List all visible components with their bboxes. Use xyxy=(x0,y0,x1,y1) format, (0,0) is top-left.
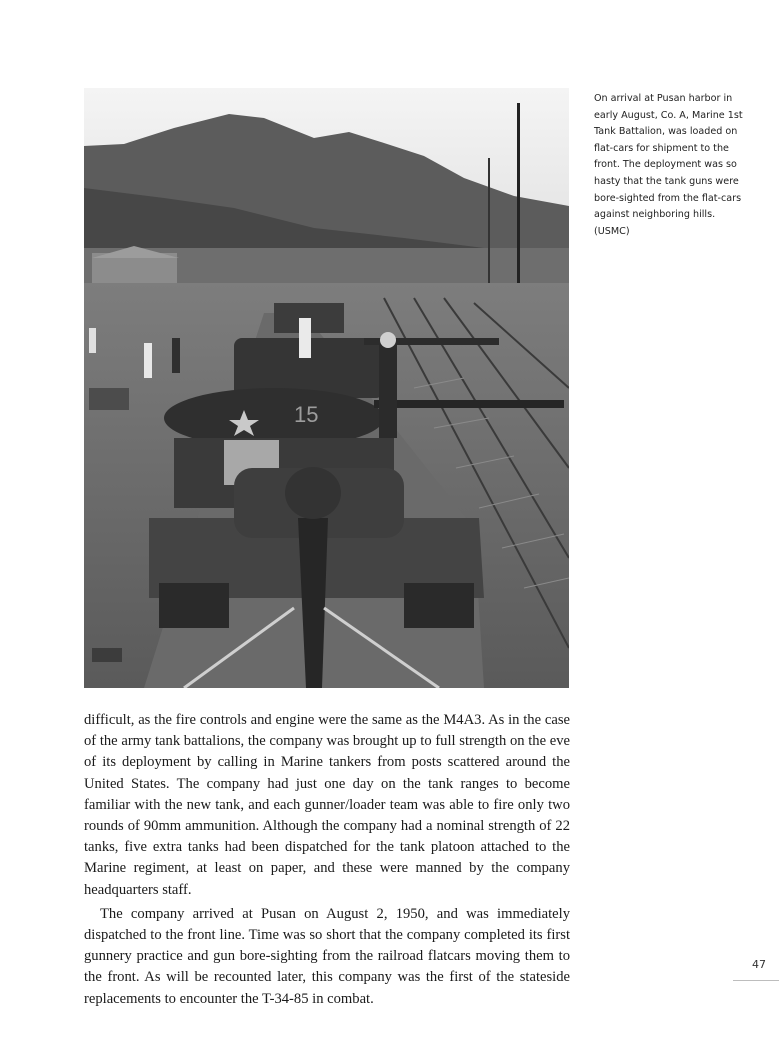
track-right xyxy=(404,583,474,628)
page-number: 47 xyxy=(752,958,766,971)
track-left xyxy=(159,583,229,628)
soldier xyxy=(299,318,311,358)
page-number-rule xyxy=(733,980,779,981)
worker xyxy=(144,343,152,378)
scrap xyxy=(92,648,122,662)
soldier-head xyxy=(380,332,396,348)
photo-tanks-on-flatcars xyxy=(84,88,569,688)
tank-marking: 15 xyxy=(294,402,319,427)
body-text xyxy=(84,710,570,1010)
worker xyxy=(89,328,96,353)
photo-illustration xyxy=(84,88,569,688)
worker xyxy=(172,338,180,373)
utility-pole xyxy=(488,158,490,298)
muzzle-cover xyxy=(285,467,341,519)
utility-pole xyxy=(517,103,520,303)
paragraph: difficult, as the fire controls and engine were the same as the M4A3. As in the case of the army tank battalions, the company was brought up to full strength on the eve of its deployment by calling in Marine tankers from posts scattered around the United States. The company had just one day on the tank ranges to become familiar with the new tank, and each gunner/loader team was able to fire only two rounds of 90mm ammunition. Although the company had a nominal strength of 22 tanks, five extra tanks had been dispatched for the tank platoon attached to the Marine regiment, at least on paper, and these were manned by the company headquarters staff. xyxy=(84,712,570,898)
figure-caption: On arrival at Pusan harbor in early August, Co. A, Marine 1st Tank Battalion, was loaded on flat-cars for shipment to the front. The deployment was so hasty that the tank guns were bore-sighted from the flat-cars against neighboring hills. (USMC) xyxy=(594,93,743,237)
lumber-pile xyxy=(89,388,129,410)
paragraph: The company arrived at Pusan on August 2, 1950, and was immediately dispatched to the front line. Time was so short that the company completed its first gunnery practice and gun bore-sighting from the railroad flatcars moving them to the front. As will be recounted later, this company was the first of the stateside replacements to encounter the T-34-85 in combat. xyxy=(84,905,570,1007)
gun-barrel xyxy=(374,400,564,408)
soldier xyxy=(379,343,397,438)
